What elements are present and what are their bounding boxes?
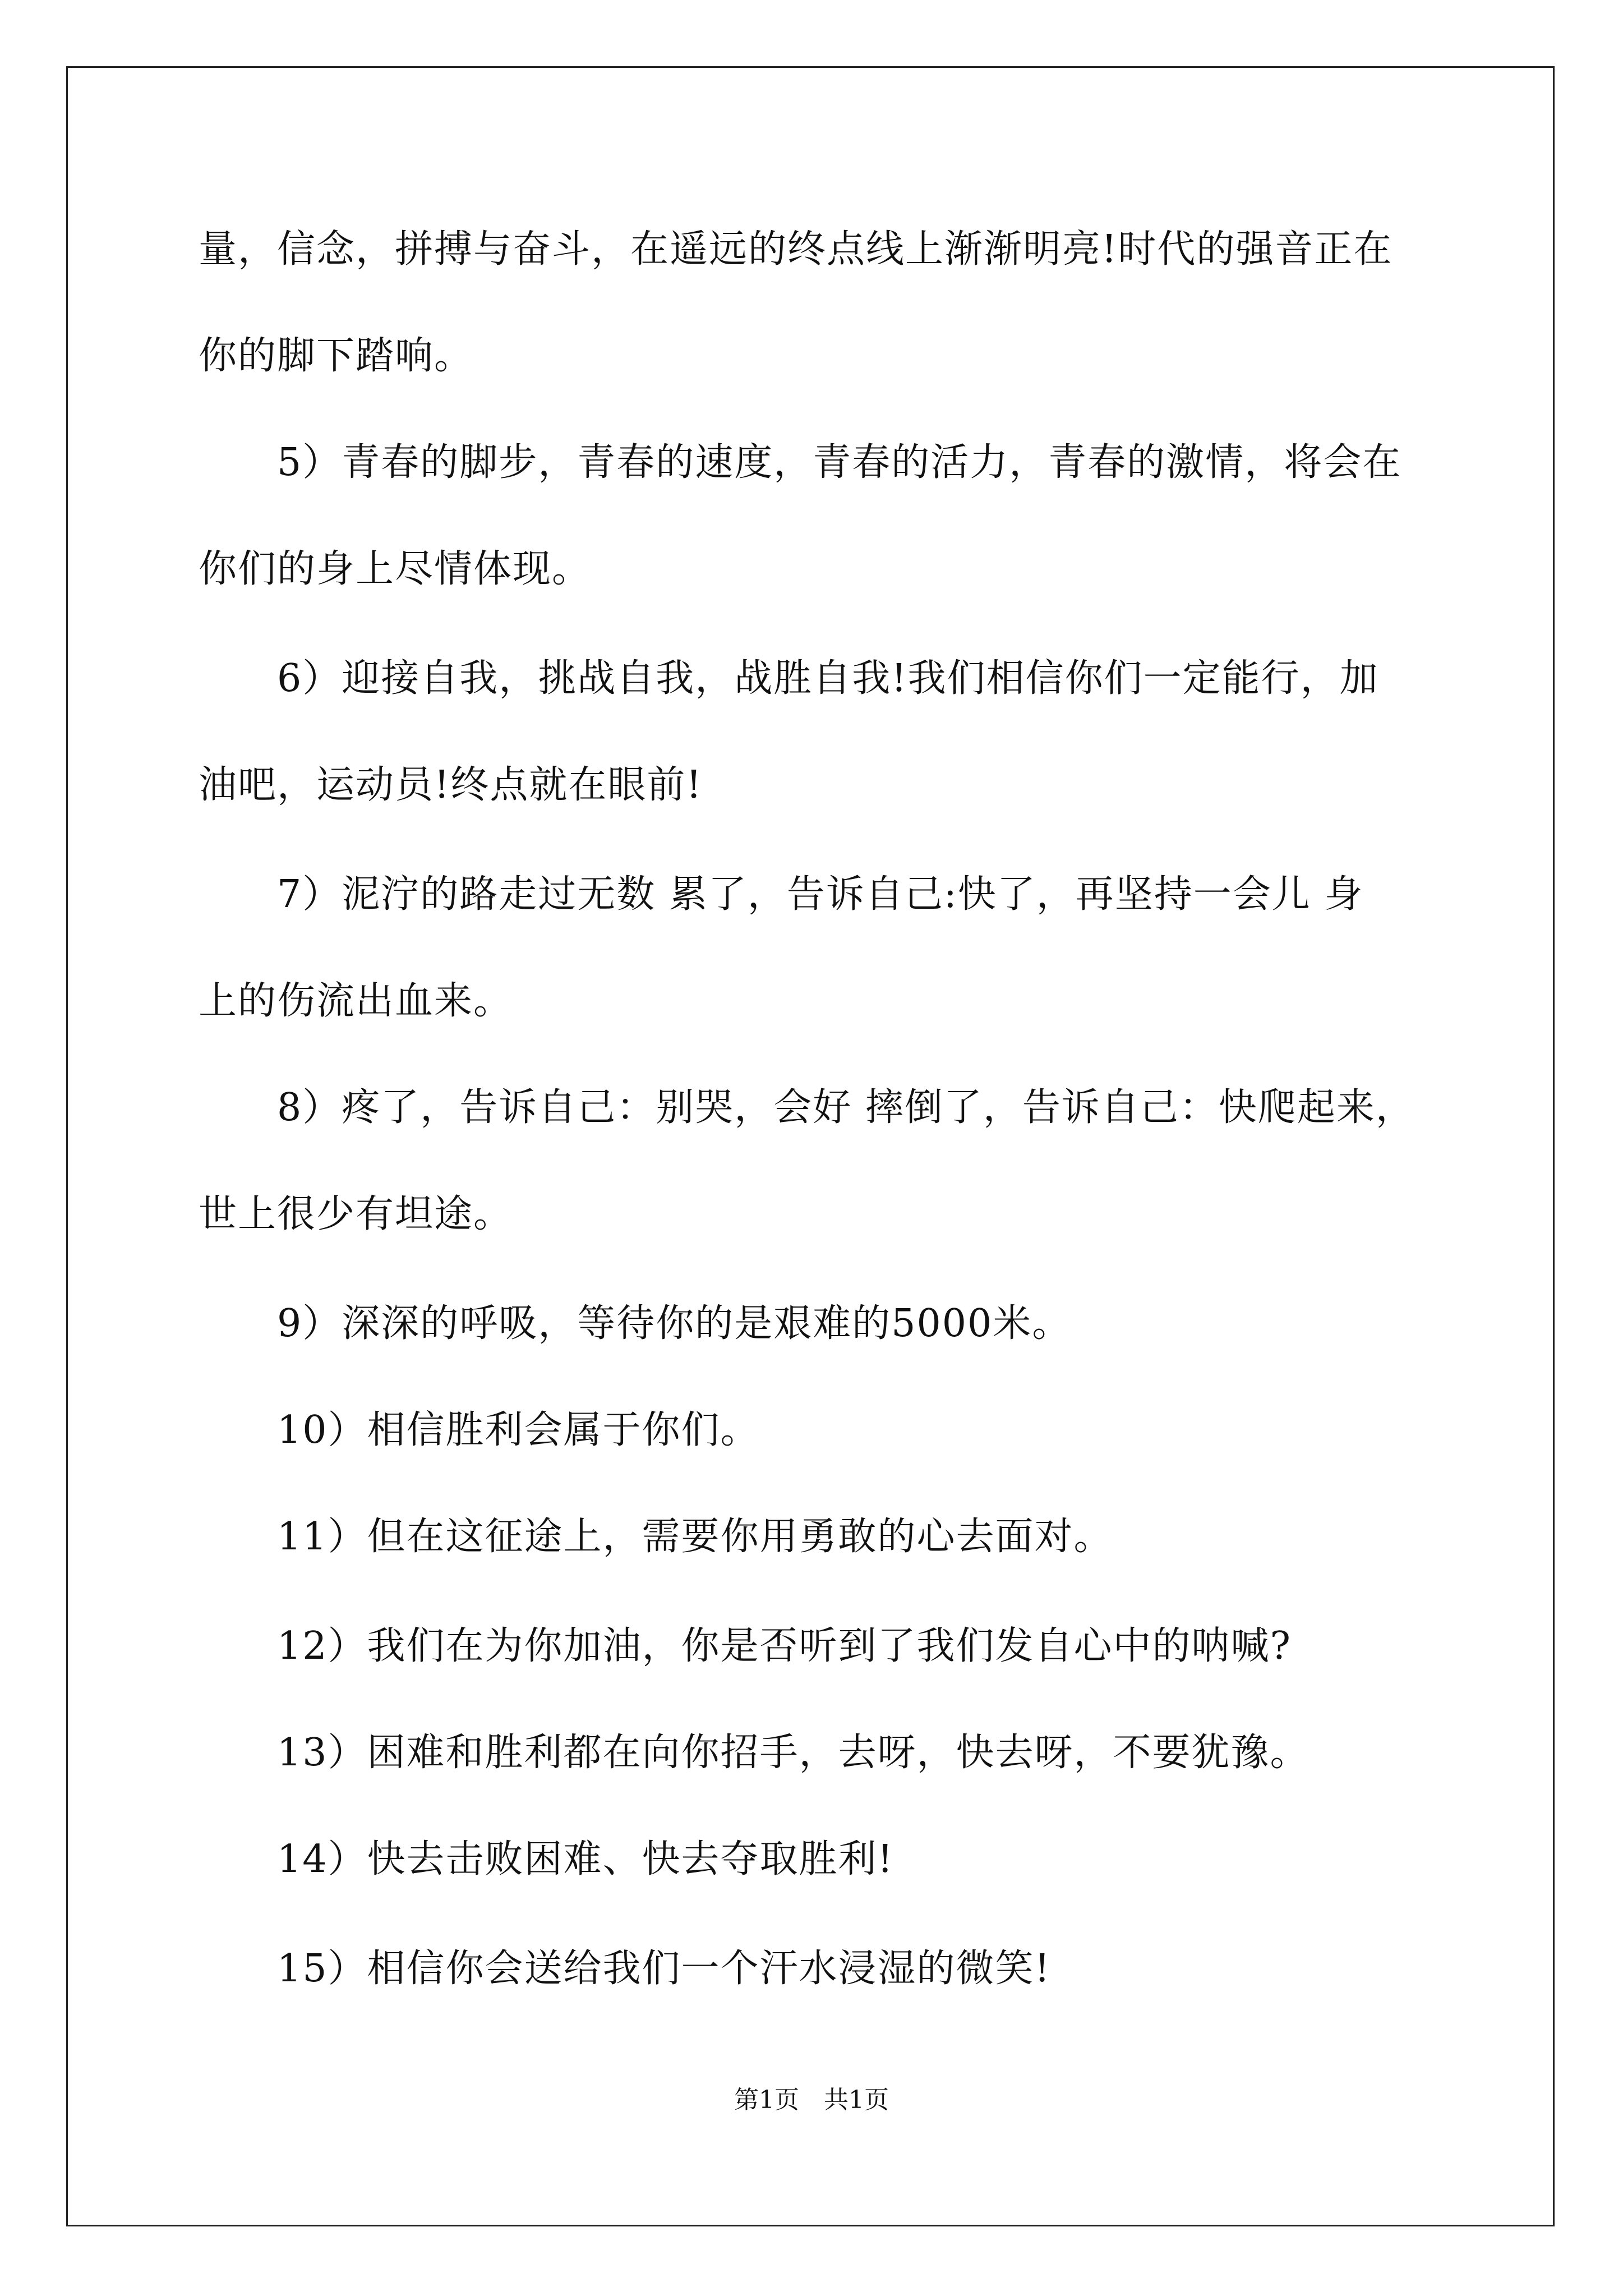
list-item-5: 5）青春的脚步，青春的速度，青春的活力，青春的激情，将会在 <box>277 440 1402 485</box>
list-item-8: 8）疼了，告诉自己：别哭，会好 摔倒了，告诉自己：快爬起来， <box>277 1085 1415 1130</box>
paragraph-line: 上的伤流出血来。 <box>199 979 513 1023</box>
page-footer: 第1页 共1页 <box>734 2086 889 2114</box>
paragraph-line: 油吧，运动员!终点就在眼前! <box>199 763 703 807</box>
page-border <box>66 66 1555 2226</box>
list-item-11: 11）但在这征途上，需要你用勇敢的心去面对。 <box>277 1515 1113 1559</box>
list-item-6: 6）迎接自我，挑战自我，战胜自我!我们相信你们一定能行，加 <box>277 656 1379 701</box>
list-item-12: 12）我们在为你加油，你是否听到了我们发自心中的呐喊? <box>277 1624 1292 1668</box>
list-item-13: 13）困难和胜利都在向你招手，去呀，快去呀，不要犹豫。 <box>277 1731 1310 1775</box>
list-item-14: 14）快去击败困难、快去夺取胜利! <box>277 1837 894 1881</box>
list-item-9: 9）深深的呼吸，等待你的是艰难的5000米。 <box>277 1301 1072 1346</box>
paragraph-line: 你的脚下踏响。 <box>199 334 474 378</box>
list-item-10: 10）相信胜利会属于你们。 <box>277 1408 760 1452</box>
paragraph-line: 量，信念，拼搏与奋斗，在遥远的终点线上渐渐明亮!时代的强音正在 <box>199 227 1393 272</box>
list-item-7: 7）泥泞的路走过无数 累了，告诉自己:快了，再坚持一会儿 身 <box>277 872 1364 917</box>
paragraph-line: 世上很少有坦途。 <box>199 1192 513 1236</box>
paragraph-line: 你们的身上尽情体现。 <box>199 547 592 591</box>
list-item-15: 15）相信你会送给我们一个汗水浸湿的微笑! <box>277 1947 1051 1991</box>
